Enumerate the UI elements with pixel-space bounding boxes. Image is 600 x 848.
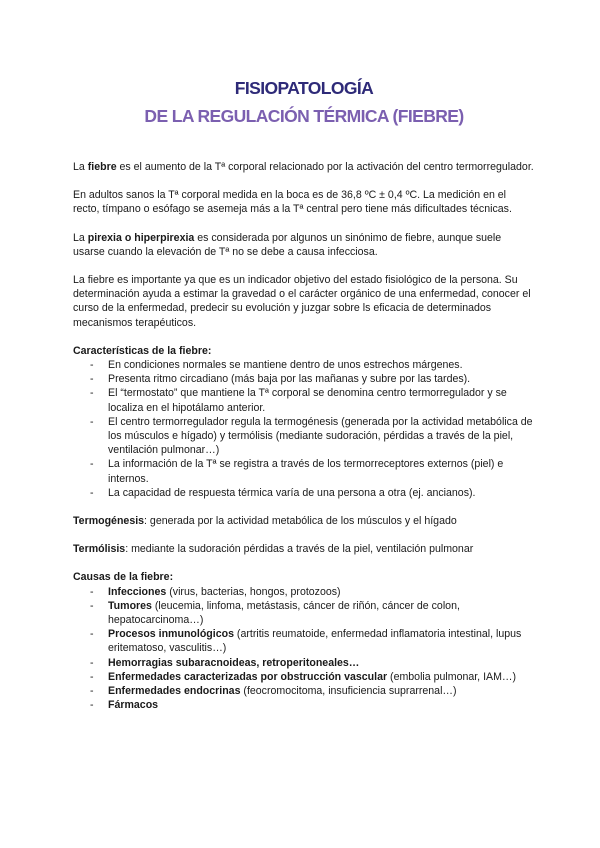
list-item: - Infecciones (virus, bacterias, hongos, protozoos) [73,585,535,599]
list-item: - Presenta ritmo circadiano (más baja por las mañanas y subre por las tardes). [73,372,535,386]
list-item: - Tumores (leucemia, linfoma, metástasis, cáncer de riñón, cáncer de colon, hepatocarcinoma…) [73,599,535,627]
caracteristicas-heading: Características de la fiebre: [73,344,212,357]
causas-heading: Causas de la fiebre: [73,571,174,584]
paragraph-importancia: La fiebre es importante ya que es un indicador objetivo del estado fisiológico de la persona. Su determinación ayuda a estimar la gravedad o el carácter orgánico de una enfermedad, conocer el curso de la enfermedad, predecir su evolución y juzgar sobre ls eficacia de determinados mecanismos terapéuticos. [73,274,531,329]
document-title: FISIOPATOLOGÍA [234,78,374,98]
list-item: - Procesos inmunológicos (artritis reumatoide, enfermedad inflamatoria intestinal, lupus eritematoso, vasculitis…) [73,627,535,655]
list-item: - Fármacos [73,698,535,712]
list-item: - Enfermedades endocrinas (feocromocitoma, insuficiencia suprarrenal…) [73,684,535,698]
paragraph-fiebre-definition: La fiebre es el aumento de la Tª corporal relacionado por la activación del centro termorregulador. [73,161,534,173]
list-item: - La información de la Tª se registra a través de los termorreceptores externos (piel) e internos. [73,457,535,485]
list-item: - El “termostato” que mantiene la Tª corporal se denomina centro termorregulador y se localiza en el hipotálamo anterior. [73,386,535,414]
definition-termolisis: Termólisis: mediante la sudoración pérdidas a través de la piel, ventilación pulmonar [73,543,474,556]
list-item: - Enfermedades caracterizadas por obstrucción vascular (embolia pulmonar, IAM…) [73,670,535,684]
document-page [73,74,535,713]
list-item: - En condiciones normales se mantiene dentro de unos estrechos márgenes. [73,358,535,372]
paragraph-pirexia: La pirexia o hiperpirexia es considerada por algunos un sinónimo de fiebre, aunque suele usarse cuando la elevación de Tª no se debe a causa infecciosa. [73,231,502,258]
document-subtitle: DE LA REGULACIÓN TÉRMICA (FIEBRE) [144,106,464,126]
causas-list [73,585,535,713]
list-item: - La capacidad de respuesta térmica varía de una persona a otra (ej. ancianos). [73,486,535,500]
list-item: - El centro termorregulador regula la termogénesis (generada por la actividad metabólica de los músculos e hígado) y termólisis (mediante sudoración, pérdidas a través de la piel, ventilación pulmonar…) [73,415,535,458]
paragraph-temperatura-adultos: En adultos sanos la Tª corporal medida en la boca es de 36,8 ºC ± 0,4 ºC. La medición en el recto, tímpano o esófago se asemeja más a la Tª central pero tiene más dificultades técnicas. [73,189,512,216]
list-item: - Hemorragias subaracnoideas, retroperitoneales… [73,656,535,670]
caracteristicas-list [73,358,535,500]
definition-termogenesis: Termogénesis: generada por la actividad metabólica de los músculos y el hígado [73,515,457,528]
